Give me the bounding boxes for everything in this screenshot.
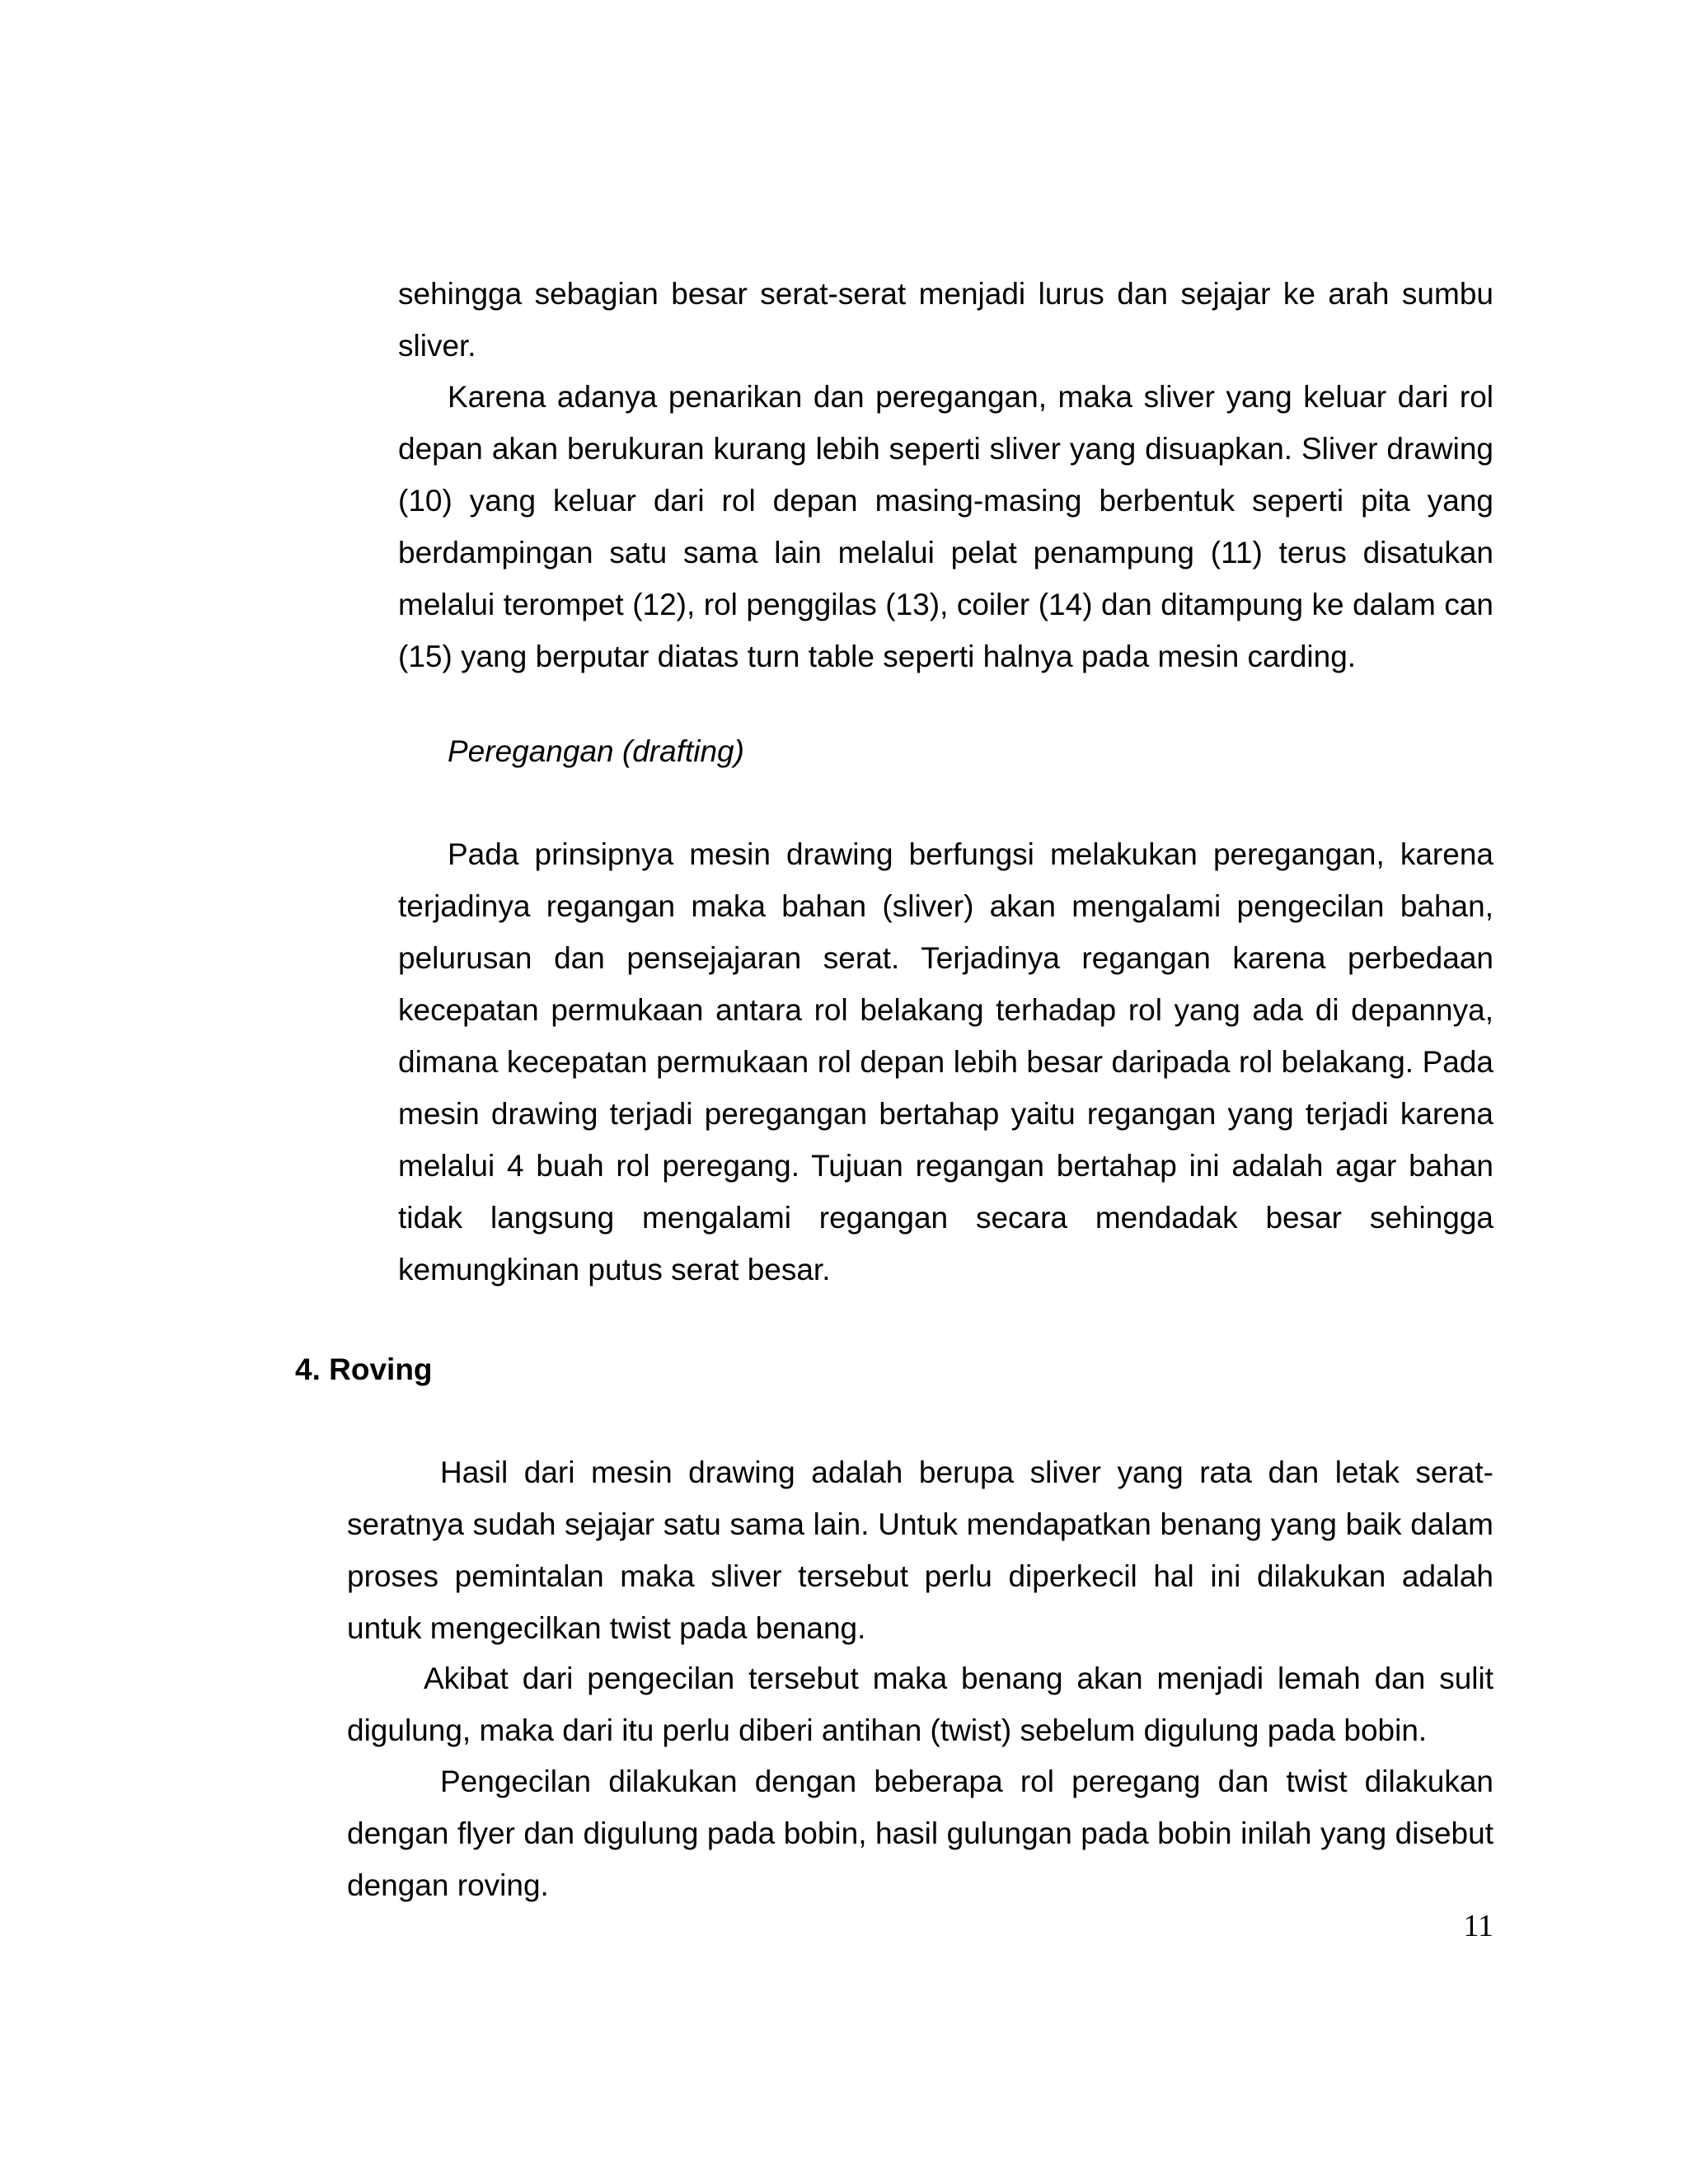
paragraph-sliver-alignment: sehingga sebagian besar serat-serat menjadi lurus dan sejajar ke arah sumbu sliver.	[398, 277, 1493, 363]
paragraph-roving-definition: Pengecilan dilakukan dengan beberapa rol peregang dan twist dilakukan dengan flyer dan digulung pada bobin, hasil gulungan pada bobin inilah yang disebut dengan roving.	[347, 1765, 1493, 1902]
section-heading-roving: 4. Roving	[295, 1352, 433, 1386]
paragraph-drafting-principle: Pada prinsipnya mesin drawing berfungsi melakukan peregangan, karena terjadinya regangan maka bahan (sliver) akan mengalami pengecilan bahan, pelurusan dan pensejajaran serat. Terjadinya regangan karena perbedaan kecepatan permukaan antara rol belakang terhadap rol yang ada di depannya, dimana kecepatan permukaan rol depan lebih besar daripada rol belakang. Pada mesin drawing terjadi peregangan bertahap yaitu regangan yang terjadi karena melalui 4 buah rol peregang. Tujuan regangan bertahap ini adalah agar bahan tidak langsung mengalami regangan secara mendadak besar sehingga kemungkinan putus serat besar.	[398, 837, 1493, 1286]
paragraph-roving-intro: Hasil dari mesin drawing adalah berupa sliver yang rata dan letak serat-seratnya sudah sejajar satu sama lain. Untuk mendapatkan benang yang baik dalam proses pemintalan maka sliver tersebut perlu diperkecil hal ini dilakukan adalah untuk mengecilkan twist pada benang.	[347, 1455, 1493, 1645]
paragraph-roving-twist: Akibat dari pengecilan tersebut maka benang akan menjadi lemah dan sulit digulung, maka dari itu perlu diberi antihan (twist) sebelum digulung pada bobin.	[347, 1661, 1493, 1747]
subheading-drafting: Peregangan (drafting)	[448, 734, 744, 768]
page-number: 11	[1463, 1909, 1493, 1943]
paragraph-sliver-output: Karena adanya penarikan dan peregangan, maka sliver yang keluar dari rol depan akan berukuran kurang lebih seperti sliver yang disuapkan. Sliver drawing (10) yang keluar dari rol depan masing-masing berbentuk seperti pita yang berdampingan satu sama lain melalui pelat penampung (11) terus disatukan melalui terompet (12), rol penggilas (13), coiler (14) dan ditampung ke dalam can (15) yang berputar diatas turn table seperti halnya pada mesin carding.	[398, 380, 1493, 673]
